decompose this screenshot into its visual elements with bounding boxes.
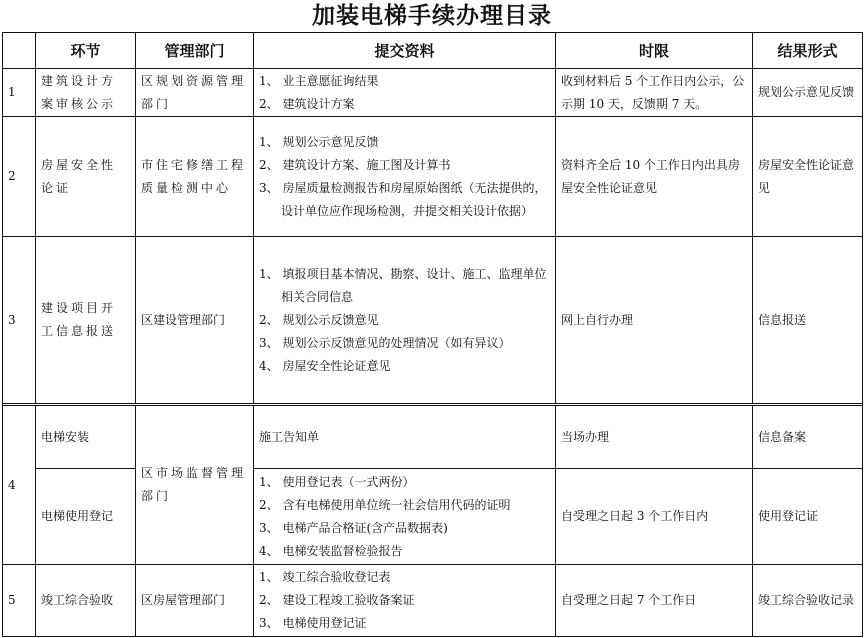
header-stage: 环节: [36, 33, 136, 69]
row-materials: [254, 565, 556, 637]
row-result: 房屋安全性论证意见: [753, 117, 863, 237]
header-department: 管理部门: [136, 33, 254, 69]
row-materials: [254, 237, 556, 404]
material-item: 2、 建筑设计方案: [259, 96, 355, 111]
row-department: 区市场监督管理部门: [136, 406, 254, 565]
row-materials: [254, 69, 556, 117]
row-time-limit: 资料齐全后 10 个工作日内出具房屋安全性论证意见: [556, 117, 753, 237]
row-stage: 建设项目开工信息报送: [36, 237, 136, 404]
material-item: 2、 含有电梯使用单位统一社会信用代码的证明: [259, 497, 511, 512]
header-result: 结果形式: [753, 33, 863, 69]
row-time-limit: 网上自行办理: [556, 237, 753, 404]
material-item: 3、 房屋质量检测报告和房屋原始图纸（无法提供的，设计单位应作现场检测，并提交相关设计依据）: [259, 180, 547, 218]
material-item: 2、 建筑设计方案、施工图及计算书: [259, 157, 451, 172]
row-index: 5: [3, 565, 36, 637]
header-materials: 提交资料: [254, 33, 556, 69]
material-item: 施工告知单: [259, 429, 320, 444]
material-item: 4、 房屋安全性论证意见: [259, 358, 391, 373]
material-item: 2、 建设工程竣工验收备案证: [259, 593, 415, 607]
row-result: 规划公示意见反馈: [753, 69, 863, 117]
row-stage: 建筑设计方案审核公示: [36, 69, 136, 117]
row-result: 信息备案: [753, 406, 863, 469]
row-result: 竣工综合验收记录: [753, 565, 863, 637]
row-time-limit: 自受理之日起 7 个工作日: [556, 565, 753, 637]
table-row: [3, 565, 863, 637]
row-materials: [254, 469, 556, 565]
row-index: 2: [3, 117, 36, 237]
header-index: [3, 33, 36, 69]
material-item: 1、 填报项目基本情况、勘察、设计、施工、监理单位相关合同信息: [259, 266, 547, 304]
material-item: 3、 电梯使用登记证: [259, 616, 367, 630]
row-department: 区建设管理部门: [136, 237, 254, 404]
material-item: 3、 规划公示反馈意见的处理情况（如有异议）: [259, 335, 511, 350]
table-row: [3, 237, 863, 404]
procedure-table: [2, 32, 863, 637]
table-row: [3, 406, 863, 469]
material-item: 1、 使用登记表（一式两份）: [259, 474, 415, 489]
row-department: 市住宅修缮工程质量检测中心: [136, 117, 254, 237]
row-stage: 房屋安全性论证: [36, 117, 136, 237]
table-header-row: [3, 33, 863, 69]
row-materials: [254, 406, 556, 469]
material-item: 1、 业主意愿征询结果: [259, 73, 379, 88]
row-time-limit: 自受理之日起 3 个工作日内: [556, 469, 753, 565]
row-stage: 电梯使用登记: [36, 469, 136, 565]
row-result: 信息报送: [753, 237, 863, 404]
material-item: 3、 电梯产品合格证(含产品数据表): [259, 520, 448, 535]
page-title: 加装电梯手续办理目录: [312, 2, 552, 29]
material-item: 4、 电梯安装监督检验报告: [259, 543, 403, 558]
material-item: 1、 竣工综合验收登记表: [259, 570, 391, 584]
header-time-limit: 时限: [556, 33, 753, 69]
row-index: 4: [3, 406, 36, 565]
row-department: 区房屋管理部门: [136, 565, 254, 637]
table-row: [3, 469, 863, 565]
row-department: 区规划资源管理部门: [136, 69, 254, 117]
row-result: 使用登记证: [753, 469, 863, 565]
table-row: [3, 117, 863, 237]
row-materials: [254, 117, 556, 237]
row-stage: 电梯安装: [36, 406, 136, 469]
row-index: 1: [3, 69, 36, 117]
row-time-limit: 收到材料后 5 个工作日内公示，公示期 10 天，反馈期 7 天。: [556, 69, 753, 117]
material-item: 2、 规划公示反馈意见: [259, 312, 379, 327]
material-item: 1、 规划公示意见反馈: [259, 134, 379, 149]
row-stage: 竣工综合验收: [36, 565, 136, 637]
row-index: 3: [3, 237, 36, 404]
row-time-limit: 当场办理: [556, 406, 753, 469]
table-row: [3, 69, 863, 117]
